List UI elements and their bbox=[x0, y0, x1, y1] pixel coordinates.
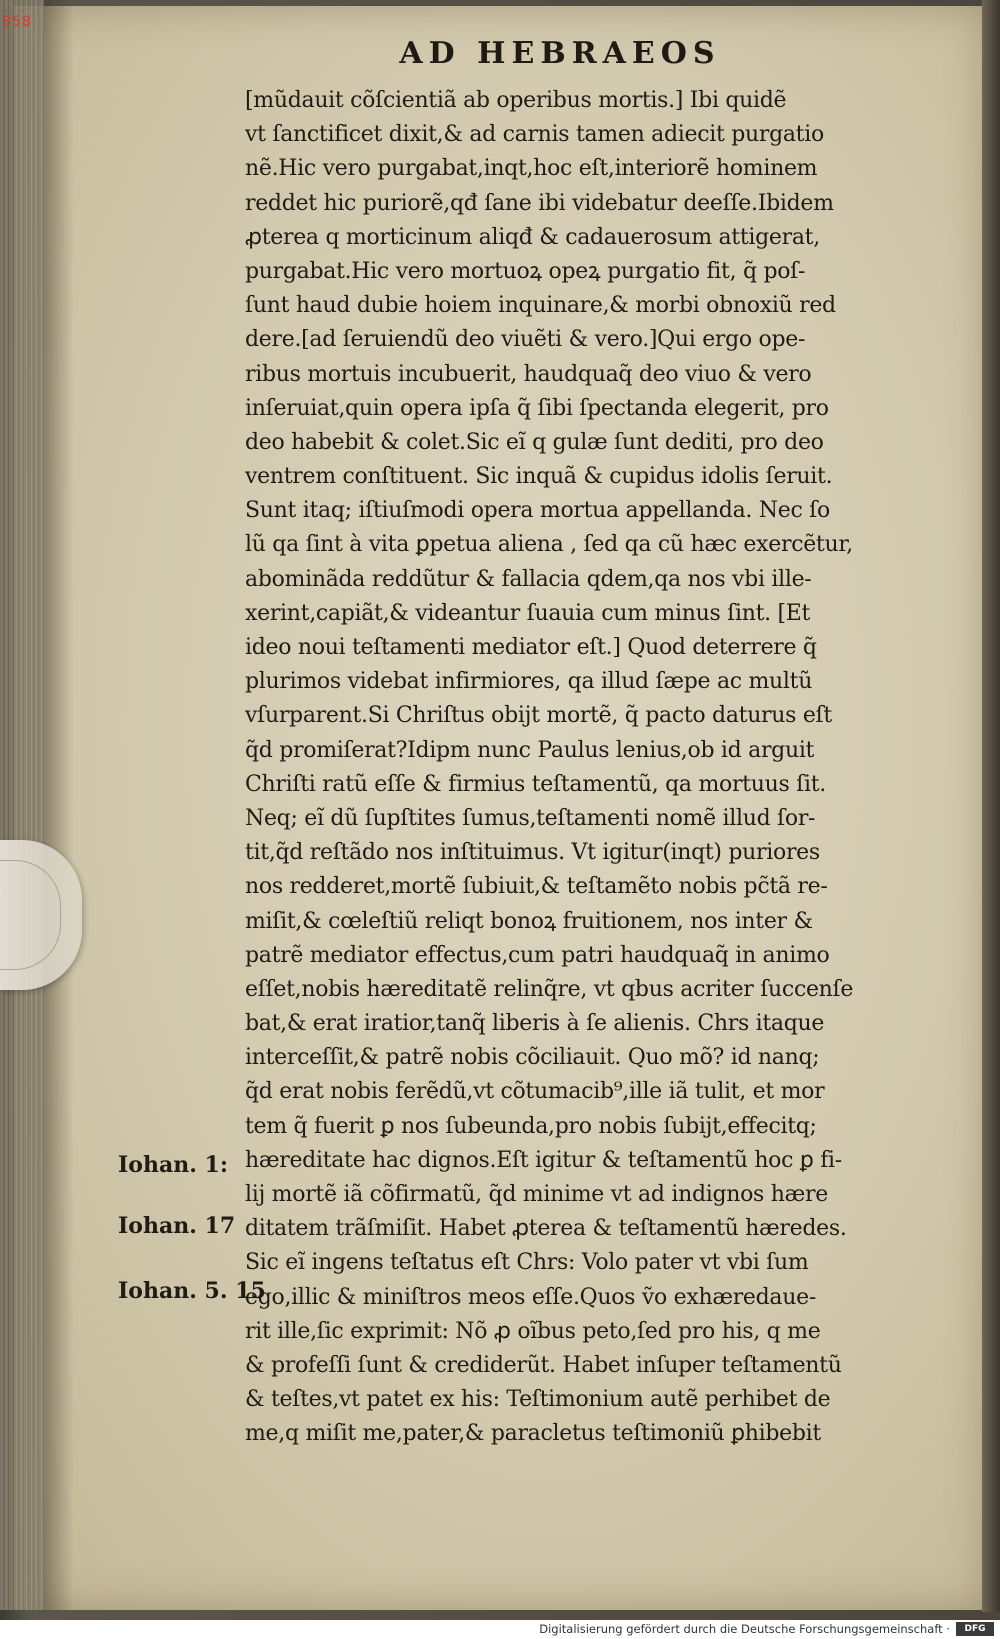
text-line: reddet hic puriorẽ,qđ ſane ibi videbatur deeſſe.Ibidem bbox=[245, 190, 834, 216]
running-head: AD HEBRAEOS bbox=[399, 36, 721, 71]
text-line: purgabat.Hic vero mortuoꝝ opeꝝ purgatio fit, q̃ poſ- bbox=[245, 258, 806, 284]
text-line: Sunt itaq; iſtiuſmodi opera mortua appellanda. Nec ſo bbox=[245, 498, 830, 524]
text-line: Chriſti ratũ eſſe & firmius teſtamentũ, qa mortuus ſit. bbox=[245, 771, 826, 797]
text-line: bat,& erat iratior,tanq̃ liberis à ſe alienis. Chrs itaque bbox=[245, 1011, 825, 1037]
folio-number: 858 bbox=[2, 14, 32, 30]
text-line: ſunt haud dubie hoiem inquinare,& morbi obnoxiũ red bbox=[245, 293, 836, 319]
right-page-edge bbox=[982, 0, 1000, 1612]
text-line: me,q miſit me,pater,& paracletus teſtimoniũ ꝑhibebit bbox=[245, 1421, 821, 1447]
text-line: interceſſit,& patrẽ nobis cõciliauit. Quo mõ? id nanq; bbox=[245, 1045, 820, 1071]
gutter-shadow bbox=[44, 0, 74, 1610]
text-line: Sic eĩ ingens teſtatus eſt Chrs: Volo pater vt vbi ſum bbox=[245, 1250, 809, 1276]
marginal-note: Iohan. 17 bbox=[118, 1213, 236, 1239]
text-line: abominãda reddũtur & fallacia qdem,qa nos vbi ille- bbox=[245, 566, 812, 592]
text-line: Neq; eĩ dũ ſupſtites ſumus,teſtamenti nomẽ illud ſor- bbox=[245, 805, 816, 831]
text-line: q̃d erat nobis ferẽdũ,vt cõtumacib⁹,ille iã tulit, et mor bbox=[245, 1079, 825, 1105]
text-line: ditatem trãſmiſit. Habet ꝓterea & teſtamentũ hæredes. bbox=[245, 1216, 847, 1242]
text-line: ventrem conſtituent. Sic inquã & cupidus idolis ſeruit. bbox=[245, 464, 833, 490]
text-line: tem q̃ fuerit ꝑ nos ſubeunda,pro nobis ſubijt,effecitq; bbox=[245, 1113, 817, 1139]
text-line: rit ille,ſic exprimit: Nõ ꝓ oĩbus peto,ſed pro his, q me bbox=[245, 1318, 821, 1344]
text-line: miſit,& cœleſtiũ reliqt bonoꝝ fruitionem, nos inter & bbox=[245, 908, 813, 934]
text-line: ego,illic & miniſtros meos eſſe.Quos ṽo exhæredaue- bbox=[245, 1284, 816, 1310]
text-line: [mũdauit cõſcientiã ab operibus mortis.] Ibi quidẽ bbox=[245, 88, 787, 113]
text-line: & teſtes,vt patet ex his: Teſtimonium autẽ perhibet de bbox=[245, 1387, 831, 1413]
text-line: eſſet,nobis hæreditatẽ relinq̃re, vt qbus acriter ſuccenſe bbox=[245, 976, 854, 1002]
text-line: patrẽ mediator effectus,cum patri haudquaq̃ in animo bbox=[245, 942, 830, 968]
text-line: & profeſſi ſunt & crediderũt. Habet inſuper teſtamentũ bbox=[245, 1352, 842, 1378]
main-text-block bbox=[245, 84, 953, 1452]
dfg-logo: DFG bbox=[956, 1622, 994, 1636]
funding-credit: Digitalisierung gefördert durch die Deutsche Forschungsgemeinschaft · bbox=[539, 1622, 950, 1636]
text-line: nẽ.Hic vero purgabat,inqt,hoc eſt,interiorẽ hominem bbox=[245, 156, 818, 182]
text-line: hæreditate hac dignos.Eſt igitur & teſtamentũ hoc ꝑ fi- bbox=[245, 1147, 842, 1173]
footer-bar bbox=[0, 1620, 1000, 1639]
text-line: ribus mortuis incubuerit, haudquaq̃ deo viuo & vero bbox=[245, 361, 812, 387]
text-line: vſurparent.Si Chriſtus obijt mortẽ, q̃ pacto daturus eſt bbox=[245, 703, 832, 729]
marginal-note: Iohan. 1: bbox=[118, 1152, 228, 1178]
text-line: lũ qa ſint à vita ꝑpetua aliena , ſed qa cũ hæc exercẽtur, bbox=[245, 532, 853, 558]
text-line: inſeruiat,quin opera ipſa q̃ ſibi ſpectanda elegerit, pro bbox=[245, 395, 829, 421]
marginal-note: Iohan. 5. 15 bbox=[118, 1278, 266, 1304]
text-line: dere.[ad ſeruiendũ deo viuẽti & vero.]Qui ergo ope- bbox=[245, 327, 806, 353]
text-line: deo habebit & colet.Sic eĩ q gulæ ſunt dediti, pro deo bbox=[245, 429, 824, 455]
text-line: lij mortẽ iã cõfirmatũ, q̃d minime vt ad indignos hære bbox=[245, 1182, 828, 1207]
text-line: xerint,capiãt,& videantur ſuauia cum minus ſint. [Et bbox=[245, 600, 811, 626]
text-line: ideo noui teſtamenti mediator eſt.] Quod deterrere q̃ bbox=[245, 635, 817, 660]
page-stack-edge bbox=[0, 0, 44, 1610]
text-line: plurimos videbat infirmiores, qa illud ſæpe ac multũ bbox=[245, 669, 813, 695]
text-line: q̃d promiſerat?Idipm nunc Paulus lenius,ob id arguit bbox=[245, 737, 815, 763]
text-line: vt ſanctificet dixit,& ad carnis tamen adiecit purgatio bbox=[245, 122, 824, 148]
text-line: ꝓterea q morticinum aliqđ & cadauerosum attigerat, bbox=[245, 224, 820, 250]
text-line: nos redderet,mortẽ ſubiuit,& teſtamẽto nobis pc̃tã re- bbox=[245, 874, 828, 900]
text-line: tit,q̃d reſtãdo nos inſtituimus. Vt igitur(inqt) puriores bbox=[245, 840, 820, 866]
